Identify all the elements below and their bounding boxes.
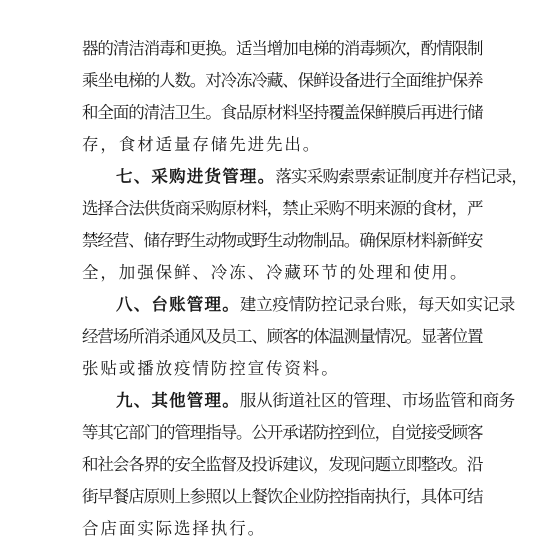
section-8-heading: 八、台账管理。 bbox=[116, 295, 240, 314]
text-line: 器的清洁消毒和更换。适当增加电梯的消毒频次，酌情限制 bbox=[82, 39, 483, 58]
section-9-first-line bbox=[116, 390, 515, 412]
text-line: 禁经营、储存野生动物或野生动物制品。确保原材料新鲜安 bbox=[82, 231, 483, 250]
text-line: 经营场所消杀通风及员工、顾客的体温测量情况。显著位置 bbox=[82, 327, 483, 346]
section-9-heading: 九、其他管理。 bbox=[116, 391, 240, 410]
text-line: 存，食材适量存储先进先出。 bbox=[82, 135, 322, 154]
text-line: 全，加强保鲜、冷冻、冷藏环节的处理和使用。 bbox=[82, 263, 469, 282]
text-line: 等其它部门的管理指导。公开承诺防控到位，自觉接受顾客 bbox=[82, 423, 483, 442]
section-7-first-line bbox=[116, 166, 528, 188]
text-line: 张贴或播放疫情防控宣传资料。 bbox=[82, 359, 340, 378]
section-9-first-line-text: 服从街道社区的管理、市场监管和商务 bbox=[239, 391, 515, 410]
text-line: 街早餐店原则上参照以上餐饮企业防控指南执行，具体可结 bbox=[82, 487, 483, 506]
text-line: 乘坐电梯的人数。对冷冻冷藏、保鲜设备进行全面维护保养 bbox=[82, 71, 483, 90]
section-7-first-line-text: 落实采购索票索证制度并存档记录， bbox=[275, 167, 528, 186]
text-line: 和社会各界的安全监督及投诉建议，发现问题立即整改。沿 bbox=[82, 455, 483, 474]
text-line: 合店面实际选择执行。 bbox=[82, 519, 266, 538]
section-8-first-line-text: 建立疫情防控记录台账，每天如实记录 bbox=[239, 295, 515, 314]
text-line: 和全面的清洁卫生。食品原材料坚持覆盖保鲜膜后再进行储 bbox=[82, 103, 483, 122]
section-7-heading: 七、采购进货管理。 bbox=[116, 167, 276, 186]
text-line: 选择合法供货商采购原材料，禁止采购不明来源的食材，严 bbox=[82, 199, 483, 218]
section-8-first-line bbox=[116, 294, 515, 316]
